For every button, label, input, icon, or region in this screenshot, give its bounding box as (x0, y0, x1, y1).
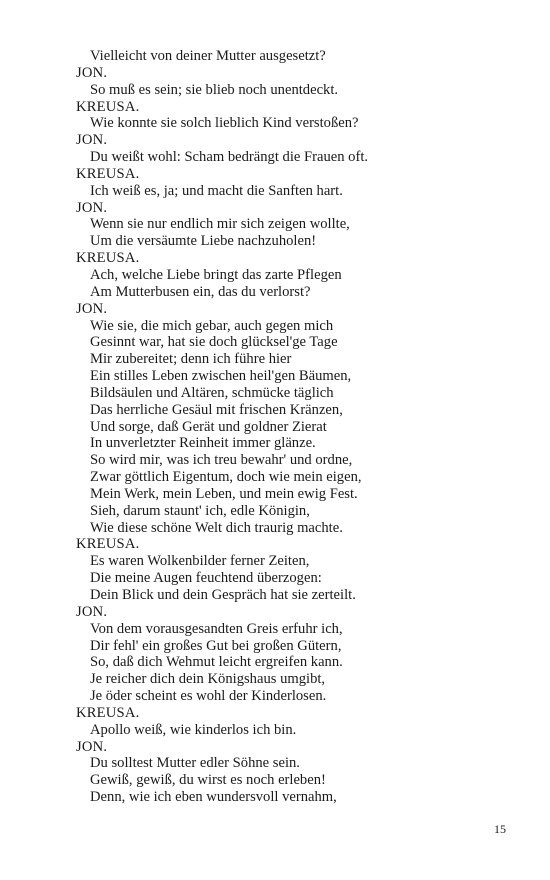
verse-line: Zwar göttlich Eigentum, doch wie mein eigen, (90, 469, 362, 486)
verse-line: Das herrliche Gesäul mit frischen Kränzen, (90, 401, 343, 418)
verse-line: Ach, welche Liebe bringt das zarte Pflegen (90, 266, 342, 283)
verse-line: Du solltest Mutter edler Söhne sein. (90, 755, 300, 772)
verse-line: So, daß dich Wehmut leicht ergreifen kann. (90, 654, 343, 671)
page-number: 15 (494, 822, 506, 836)
verse-line: Apollo weiß, wie kinderlos ich bin. (90, 721, 297, 738)
verse-line: Wenn sie nur endlich mir sich zeigen wollte, (90, 216, 350, 233)
verse-line: Sieh, darum staunt' ich, edle Königin, (90, 502, 310, 519)
verse-line: Vielleicht von deiner Mutter ausgesetzt? (90, 48, 326, 64)
verse-line: Um die versäumte Liebe nachzuholen! (90, 233, 317, 250)
verse-line: Wie diese schöne Welt dich traurig machte. (90, 519, 343, 536)
verse-line: Du weißt wohl: Scham bedrängt die Frauen oft. (90, 149, 369, 166)
verse-line: Wie konnte sie solch lieblich Kind verstoßen? (90, 115, 359, 132)
verse-line: So muß es sein; sie blieb noch unentdeckt. (90, 81, 339, 98)
speaker-name: JON. (76, 132, 108, 149)
verse-line: Mein Werk, mein Leben, und mein ewig Fest. (90, 485, 358, 502)
verse-line: Ein stilles Leben zwischen heil'gen Bäumen, (90, 368, 352, 385)
verse-line: So wird mir, was ich treu bewahr' und ordne, (90, 452, 353, 469)
verse-line: Bildsäulen und Altären, schmücke täglich (90, 384, 334, 401)
verse-line: Gesinnt war, hat sie doch glücksel'ge Tage (90, 334, 338, 351)
verse-line: Am Mutterbusen ein, das du verlorst? (90, 283, 311, 300)
speaker-name: JON. (76, 603, 108, 620)
verse-line: Ich weiß es, ja; und macht die Sanften hart. (90, 182, 343, 199)
speaker-name: JON. (76, 300, 108, 317)
speaker-name: KREUSA. (76, 165, 140, 182)
speaker-name: KREUSA. (76, 98, 140, 115)
speaker-name: KREUSA. (76, 704, 140, 721)
verse-line: Wie sie, die mich gebar, auch gegen mich (90, 317, 334, 334)
verse-line: Und sorge, daß Gerät und goldner Zierat (90, 418, 327, 435)
speaker-name: JON. (76, 199, 108, 216)
verse-line: Von dem vorausgesandten Greis erfuhr ich, (90, 620, 343, 637)
verse-line: Es waren Wolkenbilder ferner Zeiten, (90, 553, 310, 570)
verse-line: Je öder scheint es wohl der Kinderlosen. (90, 688, 327, 705)
verse-line: Je reicher dich dein Königshaus umgibt, (90, 671, 326, 688)
verse-line: Mir zubereitet; denn ich führe hier (90, 351, 292, 368)
verse-line: Gewiß, gewiß, du wirst es noch erleben! (90, 772, 326, 789)
speaker-name: JON. (76, 738, 108, 755)
speaker-name: JON. (76, 64, 108, 81)
speaker-name: KREUSA. (76, 250, 140, 267)
verse-line: Dein Blick und dein Gespräch hat sie zerteilt. (90, 587, 356, 603)
speaker-name: KREUSA. (76, 536, 140, 553)
verse-line: Die meine Augen feuchtend überzogen: (90, 570, 322, 587)
page-text (76, 48, 516, 806)
verse-line: Denn, wie ich eben wundersvoll vernahm, (90, 789, 337, 806)
verse-line: Dir fehl' ein großes Gut bei großen Gütern, (90, 637, 342, 654)
verse-line: In unverletzter Reinheit immer glänze. (90, 435, 316, 452)
